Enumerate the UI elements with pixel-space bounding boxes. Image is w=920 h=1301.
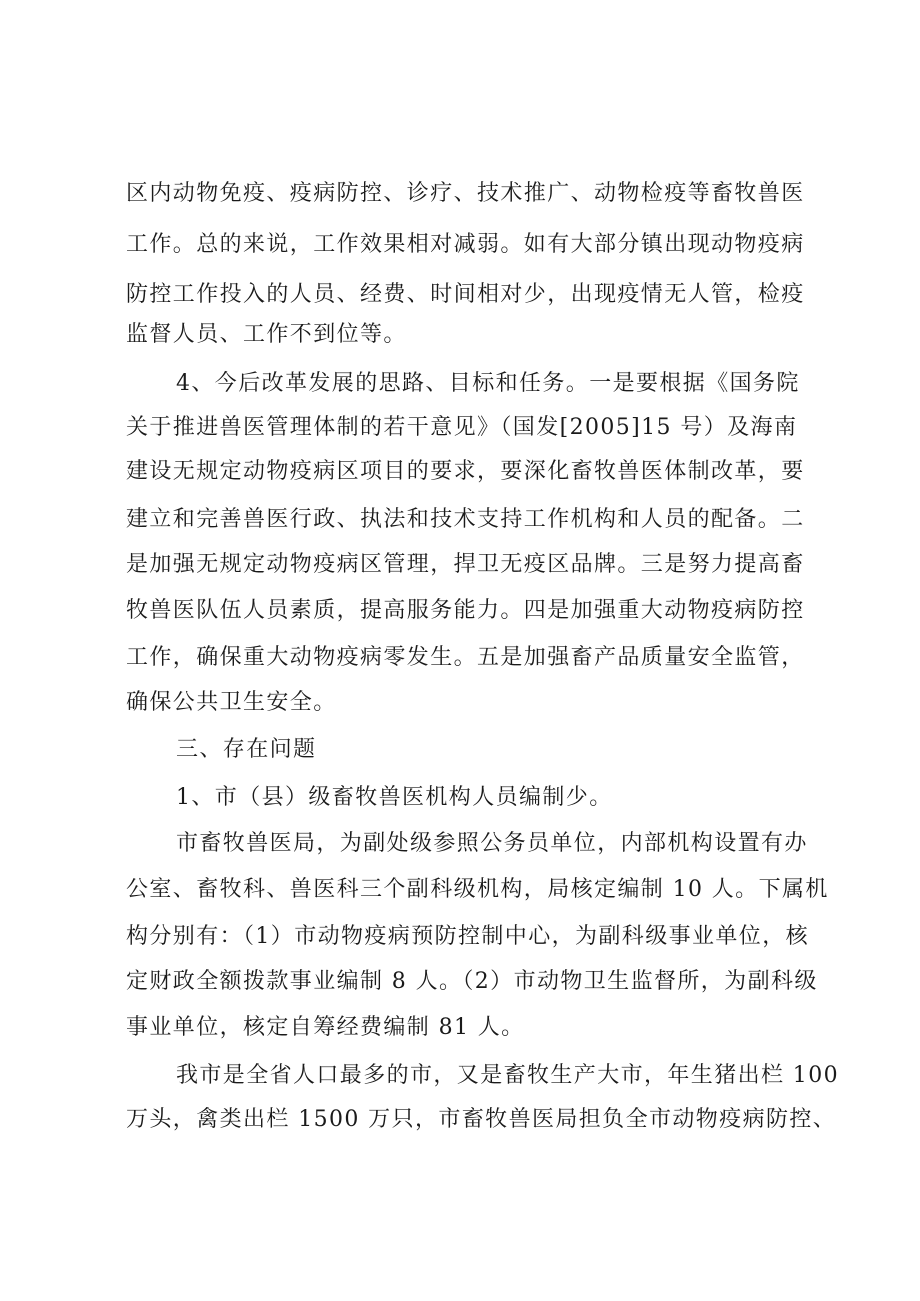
- text-line: 市畜牧兽医局，为副处级参照公务员单位，内部机构设置有办: [176, 831, 808, 856]
- text-line: 工作，确保重大动物疫病零发生。五是加强畜产品质量安全监管，: [126, 645, 805, 670]
- text-line: 工作。总的来说，工作效果相对减弱。如有大部分镇出现动物疫病: [126, 232, 805, 257]
- text-line: 建立和完善兽医行政、执法和技术支持工作机构和人员的配备。二: [126, 507, 805, 532]
- text-line: 监督人员、工作不到位等。: [126, 322, 407, 347]
- section-heading: 三、存在问题: [176, 737, 317, 762]
- text-line: 关于推进兽医管理体制的若干意见》（国发[2005]15 号）及海南: [126, 415, 798, 440]
- text-line: 建设无规定动物疫病区项目的要求，要深化畜牧兽医体制改革，要: [126, 459, 805, 484]
- text-line: 公室、畜牧科、兽医科三个副科级机构，局核定编制 10 人。下属机: [126, 877, 829, 902]
- text-line: 确保公共卫生安全。: [126, 690, 337, 715]
- text-line: 牧兽医队伍人员素质，提高服务能力。四是加强重大动物疫病防控: [126, 598, 805, 623]
- subsection-heading: 1、市（县）级畜牧兽医机构人员编制少。: [176, 785, 613, 810]
- text-line: 区内动物免疫、疫病防控、诊疗、技术推广、动物检疫等畜牧兽医: [126, 181, 805, 206]
- text-line: 是加强无规定动物疫病区管理，捍卫无疫区品牌。三是努力提高畜: [126, 552, 805, 577]
- text-line: 事业单位，核定自筹经费编制 81 人。: [126, 1015, 525, 1040]
- text-line: 万头，禽类出栏 1500 万只，市畜牧兽医局担负全市动物疫病防控、: [126, 1107, 837, 1132]
- text-line: 防控工作投入的人员、经费、时间相对少，出现疫情无人管，检疫: [126, 282, 805, 307]
- text-line: 我市是全省人口最多的市，又是畜牧生产大市，年生猪出栏 100: [176, 1063, 839, 1088]
- text-line: 定财政全额拨款事业编制 8 人。（2）市动物卫生监督所，为副科级: [126, 969, 818, 994]
- text-line: 构分别有：（1）市动物疫病预防控制中心，为副科级事业单位，核: [126, 924, 809, 949]
- text-line: 4、今后改革发展的思路、目标和任务。一是要根据《国务院: [176, 371, 800, 396]
